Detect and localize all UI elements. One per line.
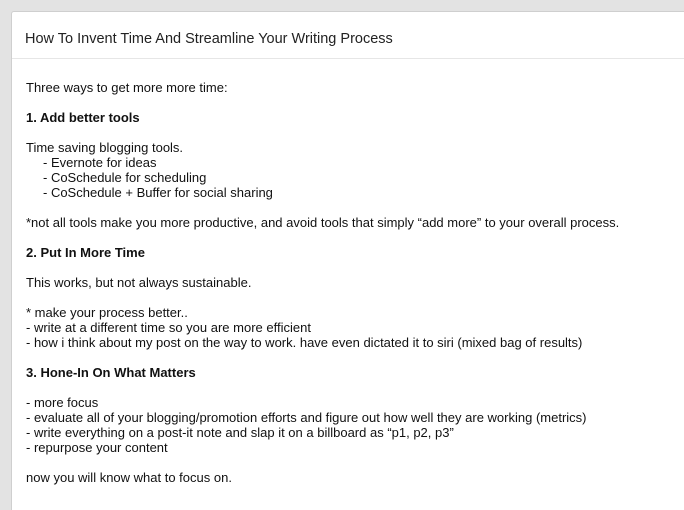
section-heading-2: 2. Put In More Time xyxy=(26,245,145,260)
title-divider xyxy=(12,58,684,59)
list-item: - write everything on a post-it note and slap it on a billboard as “p1, p2, p3” xyxy=(26,425,454,440)
closing-text: now you will know what to focus on. xyxy=(26,470,232,485)
note-panel xyxy=(11,11,684,510)
list-item: - evaluate all of your blogging/promotion efforts and figure out how well they are working (metrics) xyxy=(26,410,587,425)
note-body[interactable] xyxy=(26,80,676,485)
list-item: - repurpose your content xyxy=(26,440,168,455)
section1-lead: Time saving blogging tools. xyxy=(26,140,184,155)
list-item: - more focus xyxy=(26,395,99,410)
list-item: * make your process better.. xyxy=(26,305,188,320)
section-heading-1: 1. Add better tools xyxy=(26,110,140,125)
section-heading-3: 3. Hone-In On What Matters xyxy=(26,365,196,380)
intro-text: Three ways to get more more time: xyxy=(26,80,228,95)
note-title: How To Invent Time And Streamline Your Writing Process xyxy=(25,31,393,47)
section1-note: *not all tools make you more productive, and avoid tools that simply “add more” to your overall process. xyxy=(26,215,620,230)
list-item: - Evernote for ideas xyxy=(43,155,157,170)
section2-lead: This works, but not always sustainable. xyxy=(26,275,252,290)
list-item: - write at a different time so you are more efficient xyxy=(26,320,311,335)
list-item: - how i think about my post on the way to work. have even dictated it to siri (mixed bag of results) xyxy=(26,335,583,350)
list-item: - CoSchedule for scheduling xyxy=(43,170,207,185)
list-item: - CoSchedule + Buffer for social sharing xyxy=(43,185,273,200)
